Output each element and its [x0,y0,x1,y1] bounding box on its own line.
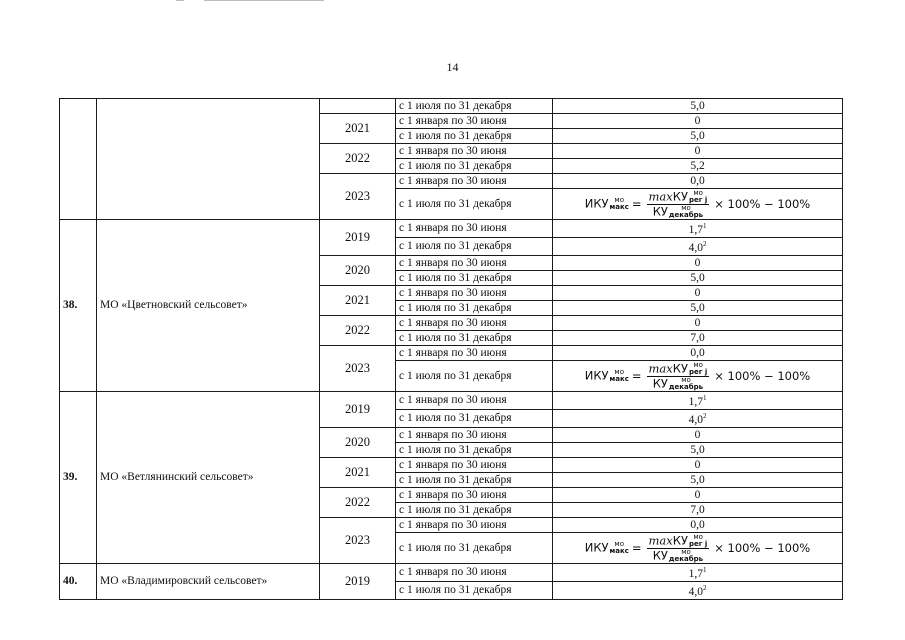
formula-lhs-indices [610,541,629,555]
formula-den-base: КУ [652,376,668,390]
formula-lhs-base: ИКУ [584,540,609,555]
value-cell: 5,0 [553,301,843,316]
period-cell: с 1 января по 30 июня [396,392,553,410]
period-cell: с 1 июля по 31 декабря [396,533,553,564]
value-text: 1,7 [688,396,703,408]
footnote-mark: 2 [702,584,707,592]
formula-lhs [585,369,629,383]
row-number-cell: 40. [60,564,97,600]
formula-lhs-indices [610,197,629,211]
row-number-cell: 38. [60,220,97,392]
period-cell: с 1 января по 30 июня [396,174,553,189]
year-cell: 2021 [320,114,396,144]
index-formula [585,190,810,219]
formula-den-indices [669,377,703,391]
period-cell: с 1 июля по 31 декабря [396,582,553,600]
formula-numerator [647,534,710,549]
period-cell: с 1 июля по 31 декабря [396,473,553,488]
formula-tail: × 100% − 100% [714,368,811,383]
value-cell: 0 [553,458,843,473]
period-cell: с 1 июля по 31 декабря [396,443,553,458]
formula-cell [553,361,843,392]
formula-den-base: КУ [652,548,668,562]
period-cell: с 1 июля по 31 декабря [396,99,553,114]
year-cell: 2019 [320,220,396,256]
year-cell: 2022 [320,144,396,174]
formula-cell [553,533,843,564]
period-cell: с 1 июля по 31 декабря [396,238,553,256]
value-cell: 0,0 [553,346,843,361]
year-cell: 2019 [320,392,396,428]
value-cell: 7,0 [553,503,843,518]
value-cell [553,582,843,600]
period-cell: с 1 июля по 31 декабря [396,410,553,428]
formula-denominator [651,377,705,391]
footnote-mark: 2 [702,240,707,248]
formula-lhs-sup: мо [614,196,624,204]
formula-num-sup: мо [693,360,703,369]
municipality-cell: МО «Ветлянинский сельсовет» [97,392,320,564]
period-cell: с 1 января по 30 июня [396,220,553,238]
year-cell: 2023 [320,174,396,220]
municipality-cell: МО «Владимировский сельсовет» [97,564,320,600]
formula-lhs-sup: мо [614,368,624,376]
index-formula [585,534,810,563]
year-cell: 2021 [320,458,396,488]
row-number-cell: 39. [60,392,97,564]
formula-equals: = [631,196,642,211]
period-cell: с 1 января по 30 июня [396,316,553,331]
year-cell [320,99,396,114]
formula-equals: = [631,540,642,555]
year-cell: 2023 [320,518,396,564]
formula-fraction [647,534,710,563]
year-cell: 2019 [320,564,396,600]
value-cell: 0 [553,428,843,443]
scan-artifact-line [176,0,184,1]
value-cell [553,220,843,238]
formula-numerator [647,362,710,377]
formula-num-base: КУ [672,189,688,203]
period-cell: с 1 января по 30 июня [396,564,553,582]
formula-den-indices [669,205,703,219]
period-cell: с 1 января по 30 июня [396,256,553,271]
value-text: 1,7 [688,568,703,580]
footnote-mark: 1 [702,222,707,230]
value-cell: 5,0 [553,443,843,458]
formula-lhs [585,197,629,211]
year-cell: 2020 [320,256,396,286]
period-cell: с 1 января по 30 июня [396,114,553,129]
scan-artifact-line [204,0,324,1]
value-cell: 0 [553,144,843,159]
formula-num-prefix: max [648,189,673,203]
formula-num-sub: рег j [688,539,708,548]
value-cell [553,392,843,410]
formula-num-sup: мо [693,532,703,541]
year-cell: 2022 [320,316,396,346]
year-cell: 2021 [320,286,396,316]
formula-lhs-sup: мо [614,540,624,548]
period-cell: с 1 января по 30 июня [396,458,553,473]
formula-num-prefix: max [648,361,673,375]
formula-den-sub: декабрь [668,210,704,219]
formula-num-base: КУ [672,533,688,547]
page-number: 14 [446,60,459,74]
formula-den-sub: декабрь [668,382,704,391]
formula-equals: = [631,368,642,383]
period-cell: с 1 июля по 31 декабря [396,129,553,144]
value-cell: 0,0 [553,174,843,189]
formula-fraction [647,190,710,219]
formula-cell [553,189,843,220]
value-text: 4,0 [688,414,703,426]
formula-numerator [647,190,710,205]
period-cell: с 1 января по 30 июня [396,144,553,159]
period-cell: с 1 июля по 31 декабря [396,503,553,518]
table-row [60,564,843,582]
municipality-cell: МО «Цветновский сельсовет» [97,220,320,392]
formula-den-sub: декабрь [668,554,704,563]
formula-num-sup: мо [693,188,703,197]
formula-num-indices [689,362,707,376]
value-cell: 0 [553,316,843,331]
value-text: 4,0 [688,586,703,598]
year-cell: 2022 [320,488,396,518]
formula-num-indices [689,190,707,204]
value-cell: 0 [553,286,843,301]
period-cell: с 1 июля по 31 декабря [396,159,553,174]
period-cell: с 1 января по 30 июня [396,518,553,533]
value-cell: 0 [553,256,843,271]
formula-lhs-base: ИКУ [584,368,609,383]
formula-lhs-base: ИКУ [584,196,609,211]
period-cell: с 1 января по 30 июня [396,488,553,503]
value-cell: 5,2 [553,159,843,174]
period-cell: с 1 июля по 31 декабря [396,301,553,316]
formula-den-base: КУ [652,204,668,218]
formula-num-base: КУ [672,361,688,375]
value-cell [553,564,843,582]
period-cell: с 1 июля по 31 декабря [396,189,553,220]
year-cell: 2023 [320,346,396,392]
value-cell [553,410,843,428]
formula-lhs-sub: макс [609,547,629,555]
value-text: 4,0 [688,242,703,254]
table-row [60,392,843,410]
formula-lhs-sub: макс [609,203,629,211]
formula-num-sub: рег j [688,195,708,204]
value-cell: 5,0 [553,271,843,286]
value-cell: 0 [553,488,843,503]
period-cell: с 1 июля по 31 декабря [396,271,553,286]
value-cell: 0,0 [553,518,843,533]
formula-fraction [647,362,710,391]
period-cell: с 1 января по 30 июня [396,346,553,361]
formula-lhs [585,541,629,555]
formula-lhs-indices [610,369,629,383]
formula-num-indices [689,534,707,548]
footnote-mark: 2 [702,412,707,420]
period-cell: с 1 января по 30 июня [396,286,553,301]
formula-den-sup: мо [681,203,691,212]
tariff-table [59,98,843,600]
formula-den-indices [669,549,703,563]
formula-tail: × 100% − 100% [714,196,811,211]
row-number-cell [60,99,97,220]
value-cell: 5,0 [553,99,843,114]
value-cell: 5,0 [553,473,843,488]
formula-num-sub: рег j [688,367,708,376]
formula-denominator [651,549,705,563]
formula-tail: × 100% − 100% [714,540,811,555]
value-cell [553,238,843,256]
formula-den-sup: мо [681,375,691,384]
period-cell: с 1 июля по 31 декабря [396,361,553,392]
table-row [60,99,843,114]
formula-denominator [651,205,705,219]
municipality-cell [97,99,320,220]
formula-num-prefix: max [648,533,673,547]
footnote-mark: 1 [702,394,707,402]
value-text: 1,7 [688,224,703,236]
period-cell: с 1 января по 30 июня [396,428,553,443]
period-cell: с 1 июля по 31 декабря [396,331,553,346]
value-cell: 0 [553,114,843,129]
table-row [60,220,843,238]
formula-lhs-sub: макс [609,375,629,383]
value-cell: 7,0 [553,331,843,346]
value-cell: 5,0 [553,129,843,144]
year-cell: 2020 [320,428,396,458]
formula-den-sup: мо [681,547,691,556]
footnote-mark: 1 [702,566,707,574]
index-formula [585,362,810,391]
